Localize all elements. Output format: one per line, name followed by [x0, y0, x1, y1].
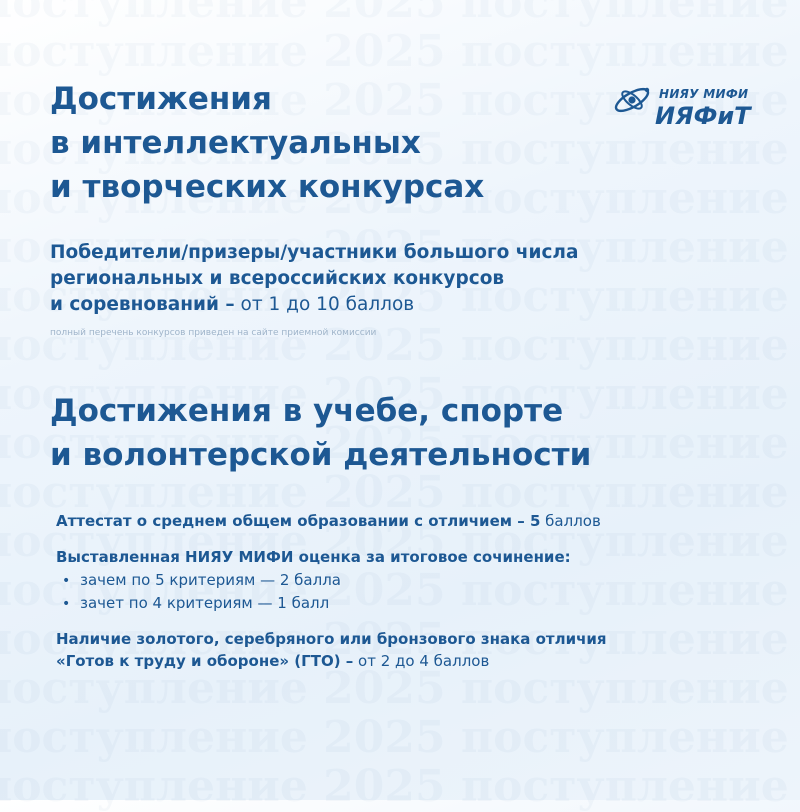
paragraph-line: региональных и всероссийских конкурсов [50, 268, 505, 289]
item-bold: «Готов к труду и обороне» (ГТО) – [56, 652, 354, 670]
section1-heading-line: в интеллектуальных [50, 125, 421, 161]
paragraph-line: Победители/призеры/участники большого числа [50, 242, 579, 263]
list-item [56, 547, 571, 567]
atom-icon [612, 80, 652, 120]
section2-heading [50, 389, 591, 477]
bullet-text: зачем по 5 критериям — 2 балла [80, 571, 341, 589]
footnote: полный перечень конкурсов приведен на сайте приемной комиссии [50, 328, 377, 338]
bullet-item [62, 593, 329, 614]
section1-heading-line: Достижения [50, 81, 272, 117]
section2-heading-line: Достижения в учебе, спорте [50, 393, 564, 429]
item-bold: Выставленная НИЯУ МИФИ оценка за итоговое сочинение: [56, 548, 571, 566]
competitions-paragraph [50, 240, 578, 318]
list-item [56, 629, 607, 649]
item-bold: Аттестат о среднем общем образовании с отличием – 5 [56, 512, 541, 530]
bullet-item [62, 570, 341, 591]
section1-heading [50, 77, 484, 209]
list-item [56, 651, 489, 671]
section2-heading-line: и волонтерской деятельности [50, 437, 592, 473]
bullet-text: зачет по 4 критериям — 1 балл [80, 594, 330, 612]
paragraph-line-bold: и соревнований – [50, 294, 235, 315]
bullet-marker: • [62, 573, 71, 589]
logo-university-name: НИЯУ МИФИ [659, 87, 749, 101]
section1-heading-line: и творческих конкурсах [50, 169, 485, 205]
item-normal: от 2 до 4 баллов [353, 652, 490, 670]
bullet-marker: • [62, 596, 71, 612]
logo-institute-name: ИЯФиТ [655, 102, 751, 130]
item-normal: баллов [540, 512, 601, 530]
list-item [56, 511, 601, 531]
institute-logo [612, 80, 772, 140]
points-range: от 1 до 10 баллов [234, 294, 415, 315]
item-bold: Наличие золотого, серебряного или бронзового знака отличия [56, 630, 607, 648]
